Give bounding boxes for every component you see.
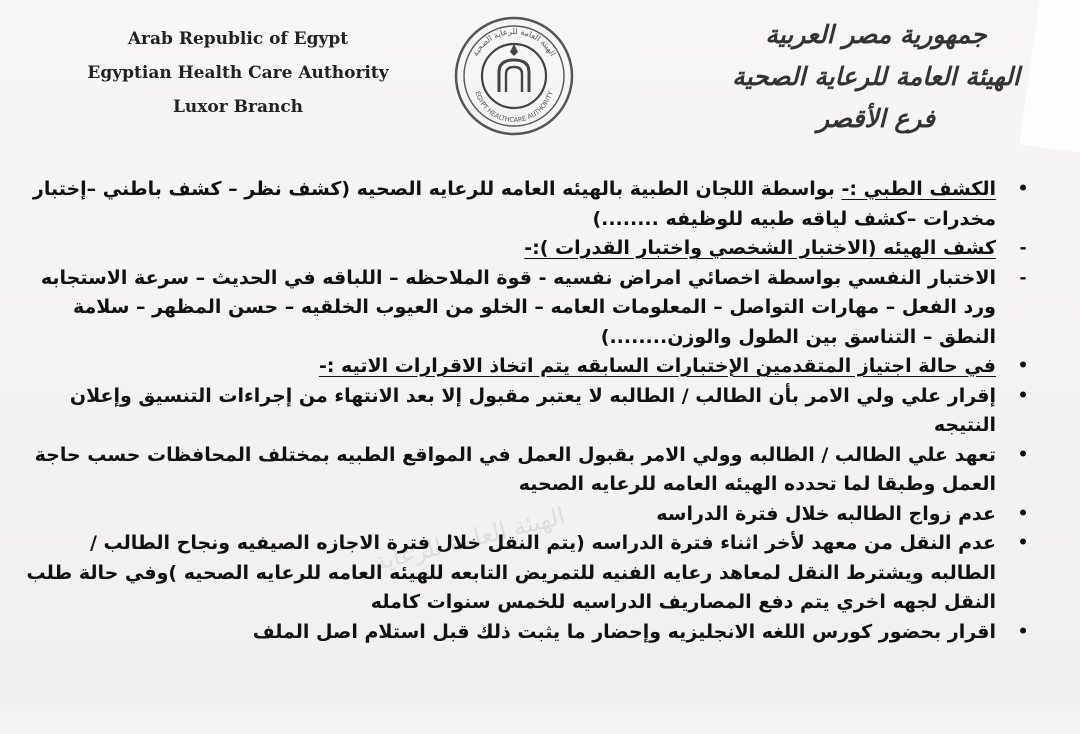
bullet-marker: •: [1017, 385, 1029, 406]
arabic-letterhead: [696, 14, 1056, 140]
list-item-no-transfer: [20, 529, 1038, 618]
list-item-personal-test: [20, 234, 1038, 264]
list-item-psych-test: [20, 264, 1038, 353]
english-line-country: Arab Republic of Egypt: [127, 29, 349, 49]
arabic-line-branch: فرع الأقصر: [817, 104, 935, 133]
item-text: عدم النقل من معهد لأخر اثناء فترة الدراسه (يتم النقل خلال فترة الاجازه الصيفيه ونجاح الطالب / الطالبه ويشترط النقل لمعاهد رعايه الفنيه للتمريض التابعه للهيئه العامه للرعايه الصحيه )وفي حالة طلب النقل لجهه اخري يتم دفع المصاريف الدراسيه للخمس سنوات كامله: [26, 532, 996, 613]
list-item-declarations-heading: [20, 352, 1038, 382]
list-item-english-course: [20, 618, 1038, 648]
requirements-list: [20, 175, 1038, 647]
english-line-authority: Egyptian Health Care Authority: [87, 63, 389, 83]
svg-text:EGYPT HEALTHCARE AUTHORITY: EGYPT HEALTHCARE AUTHORITY: [473, 90, 555, 125]
dash-marker: -: [1019, 267, 1027, 288]
item-text: اقرار بحضور كورس اللغه الانجليزيه وإحضار ما يثبت ذلك قبل استلام اصل الملف: [252, 620, 996, 643]
arabic-line-country: جمهورية مصر العربية: [765, 20, 987, 49]
item-text: عدم زواج الطالبه خلال فترة الدراسه: [656, 502, 996, 525]
item-text: إقرار علي ولي الامر بأن الطالب / الطالبه لا يعتبر مقبول إلا بعد الانتهاء من إجراءات التنسيق وإعلان النتيجه: [69, 384, 996, 436]
svg-text:الهيئة العامة للرعاية الصحية: الهيئة العامة للرعاية الصحية: [470, 26, 558, 58]
english-line-branch: Luxor Branch: [172, 97, 304, 117]
list-item-acceptance: [20, 382, 1038, 441]
item-text: تعهد علي الطالب / الطالبه وولي الامر بقبول العمل في المواقع الطبيه بمختلف المحافظات حسب حاجة العمل وطبقا لما تحدده الهيئه العامه للرعايه الصحيه: [34, 443, 996, 495]
list-item-no-marriage: [20, 500, 1038, 530]
dash-marker: -: [1019, 238, 1027, 258]
item-heading: في حالة اجتياز المتقدمين الإختبارات السابقه يتم اتخاذ الاقرارات الاتيه :-: [318, 355, 996, 377]
bullet-marker: •: [1017, 356, 1029, 376]
item-heading: كشف الهيئه (الاختبار الشخصي واختبار القدرات ):-: [524, 237, 996, 259]
bullet-marker: •: [1017, 179, 1029, 199]
bullet-marker: •: [1017, 533, 1029, 553]
arabic-line-authority: الهيئة العامة للرعاية الصحية: [732, 62, 1020, 91]
item-text: بواسطة اللجان الطبية بالهيئه العامه للرعايه الصحيه (كشف نظر – كشف باطني –إختبار مخدرات –كشف لياقه طبيه للوظيفه ........): [32, 178, 996, 230]
bullet-marker: •: [1017, 621, 1029, 642]
watermark: الهيئة العامة للرعاية: [370, 501, 568, 577]
item-text: الاختبار النفسي بواسطة اخصائي امراض نفسيه - قوة الملاحظه – اللباقه في الحديث – سرعة الاستجابه ورد الفعل – مهارات التواصل – المعلومات العامه – الخلو من العيوب الخلقيه – حسن المظهر – سلامة النطق – التناسق بين الطول والوزن........): [40, 266, 996, 348]
list-item-medical-exam: [20, 175, 1038, 234]
english-letterhead: [78, 22, 398, 124]
item-heading: الكشف الطبي :-: [841, 178, 996, 200]
authority-seal-icon: [452, 14, 576, 138]
list-item-work-commitment: [20, 441, 1038, 500]
bullet-marker: •: [1017, 503, 1029, 524]
bullet-marker: •: [1017, 444, 1029, 465]
